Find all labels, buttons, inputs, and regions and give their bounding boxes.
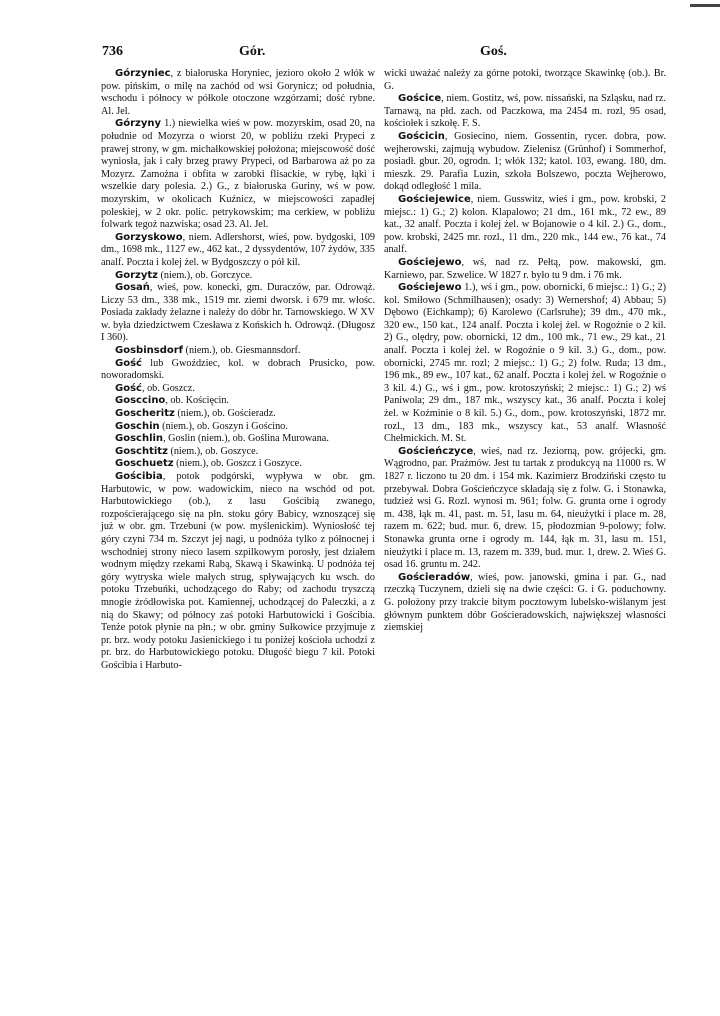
entry-headword: Goschuetz <box>115 458 174 470</box>
right-running-head: Goś. <box>480 44 507 59</box>
dictionary-entry <box>101 270 375 283</box>
entry-text: , wieś, pow. konecki, gm. Duraczów, par. Odrowąż. Liczy 53 dm., 338 mk., 1519 mr. ziemi dworsk. i 679 mr. włośc. Posiada zakłady żelazne i należy do dóbr hr. Tarnowskiego. W XV w. była dziedzictwem Czesława z Końskich h. Odrowąż. (Długosz I 360). <box>101 282 375 344</box>
dictionary-entry <box>384 282 666 446</box>
dictionary-entry <box>384 131 666 194</box>
entry-text: lub Gwoździec, kol. w dobrach Prusicko, pow. noworadomski. <box>101 357 375 382</box>
dictionary-entry <box>101 282 375 345</box>
entry-headword: Gorzyskowo <box>115 231 183 243</box>
dictionary-entry <box>101 358 375 383</box>
entry-headword: Górzyniec <box>115 68 171 79</box>
dictionary-entry <box>384 194 666 257</box>
dictionary-entry <box>101 471 375 673</box>
entry-text: , potok podgórski, wypływa w obr. gm. Harbutowic, w pow. wadowickim, nieco na wschód od pot. Harbutowickiego (ob.), z lasu Gościbią zwanego, rozpościerającego się na płn. stoku góry Babicy, wznoszącej się już w obr. gm. Trzebuni (w pow. myślenickim). Wyniosłość tej góry czyni 734 m. Szczyt jej nagi, u podnóża tylko z północnej i wschodniej strony nieco lasem szpilkowym porosły, jest działem wodnym między rzekami Rabą, Skawą i Skawinką. U podnóża tej góry wytryska wiele małych strug, spływających ku wsch. do potoku Trzebuńki, uchodzącego do Raby; od zachodu tryszczą mnogie źródłowiska pot. Kamiennej, uchodzącej do Paleczki, a z nią do Skawy; od północy zaś potoki Harbutowicki i Gościbia. Tenże potok płynie na płn.; w obr. gminy Sułkowice przyjmuje z pr. brz. wody potoku Jasienickiego i tu poniżej kościoła uchodzi z pr. brz. do Harbutowickiego potoku. Długość biegu 7 kil. Potoki Gościbia i Harbuto- <box>101 471 375 671</box>
entry-text: , ob. Kościęcin. <box>165 395 229 407</box>
dictionary-entry <box>101 458 375 471</box>
entry-headword: Górzyny <box>115 118 161 130</box>
dictionary-entry <box>384 572 666 635</box>
dictionary-entry <box>101 408 375 421</box>
entry-text: (niem.), ob. Gorczyce. <box>157 269 253 281</box>
dictionary-entry <box>101 446 375 459</box>
page-number: 736 <box>102 44 123 59</box>
page-header <box>102 44 670 64</box>
left-column <box>101 68 375 673</box>
scan-mark <box>690 4 720 7</box>
entry-headword: Gościejewo <box>398 256 462 268</box>
dictionary-entry <box>101 433 375 446</box>
dictionary-entry <box>384 93 666 131</box>
dictionary-entry <box>101 118 375 231</box>
entry-headword: Gościeńczyce <box>398 445 474 457</box>
right-column <box>384 68 666 635</box>
entry-text: , ob. Goszcz. <box>141 382 195 394</box>
dictionary-entry <box>101 395 375 408</box>
entry-text: 1.) niewielka wieś w pow. mozyrskim, osad 20, na południe od Mozyrza o wiorst 20, w pobliżu rzeki Prypeci z prawej strony, w gm. michałkowskiej położona; miejscowość dość wyniosła, jak i cały brzeg prawy Prypeci, od Barbarowa aż po za Mozyrz. Zamożna i obfita w zarobki flisackie, w rybę, łąki i wszelkie dary polesia. 2.) G., z białoruska Guriny, wś w pow. mozyrskim, w okolicach Kuźnicz, w miejscowości zapadłej poleskiej, w 2 okr. polic. petrykowskim; ma cerkiew, w pobliżu folwark tegoż nazwiska; osad 23. Al. Jel. <box>101 118 375 231</box>
entry-headword: Gosccino <box>115 395 166 407</box>
dictionary-entry <box>101 68 375 118</box>
entry-headword: Gość <box>115 357 142 369</box>
entry-headword: Gościce <box>398 93 442 105</box>
entry-text: (niem.), ob. Goszyce. <box>167 445 259 457</box>
entry-text: (niem.), ob. Gościeradz. <box>174 408 276 420</box>
dictionary-entry <box>384 446 666 572</box>
entry-text: (niem.), ob. Giesmannsdorf. <box>183 345 301 357</box>
dictionary-entry <box>101 345 375 358</box>
dictionary-entry <box>101 383 375 396</box>
entry-text: (niem.), ob. Goszyn i Gościno. <box>159 420 288 432</box>
dictionary-entry <box>101 421 375 434</box>
entry-text: , Goslin (niem.), ob. Goślina Murowana. <box>163 433 329 445</box>
entry-text: , wieś, nad rz. Jeziorną, pow. grójecki, gm. Wągrodno, par. Prażmów. Jest tu tartak z produkcyą na 11000 rs. W 1827 r. liczono tu 20 dm. i 154 mk. Kazimierz Brodziński często tu przebywał. Dobra Gościeńczyce składają się z folw. G. i Stonawka, tudzież wsi G. Rozl. wynosi m. 961; folw. G. grunta orne i ogrody m. 438, łąk m. 41, past. m. 51, lasu m. 64, nieużytki i place m. 28, razem m. 622; bud. mur. 6, drew. 15, płodozmian 9-polowy; folw. Stonawka grunta orne i ogrody m. 144, łąk m. 31, lasu m. 151, nieużytki i place m. 13, razem m. 339, bud. mur. 1, drew. 2. Wieś G. osad 16. gruntu m. 242. <box>384 445 666 571</box>
entry-headword: Gościcin <box>398 130 445 142</box>
entry-headword: Gosań <box>115 282 150 294</box>
entry-headword: Gościejewice <box>398 193 471 205</box>
left-running-head: Gór. <box>239 44 266 59</box>
entry-text: , niem. Adlershorst, wieś, pow. bydgoski, 109 dm., 1698 mk., 1127 ew., 462 kat., 2 dyssydentów, 107 żydów, 335 analf. Poczta i kolej żel. w Bydgoszczy o pół kil. <box>101 231 375 268</box>
entry-text: , Gosiecino, niem. Gossentin, rycer. dobra, pow. wejherowski, zajmują wybudow. Zielenisz (Grünhof) i Sommerhof, posiadł. gbur. 20, ogrodn. 1; włók 132; katol. 103, ewang. 180, dm. mieszk. 29. Parafia Luzin, szkoła Bolszewo, poczta Wejherowo, dokąd odległość 1 mila. <box>384 130 666 193</box>
entry-text: , z białoruska Horyniec, jezioro około 2 włók w pow. pińskim, o milę na zachód od wsi Gorynicz; od południa, wschodu i północy w półkole otoczone wzgórzami; dość rybne. Al. Jel. <box>101 68 375 117</box>
dictionary-entry <box>384 68 666 93</box>
entry-headword: Goschtitz <box>115 445 168 457</box>
entry-text: (niem.), ob. Goszcz i Goszyce. <box>173 458 302 470</box>
entry-text: , wś, nad rz. Pełtą, pow. makowski, gm. Karniewo, par. Szwelice. W 1827 r. było tu 9 dm. i 76 mk. <box>384 256 666 281</box>
entry-headword: Gościbia <box>115 471 163 482</box>
entry-text: wicki uważać należy za górne potoki, tworzące Skawinkę (ob.). Br. G. <box>384 68 666 92</box>
entry-headword: Gosbinsdorf <box>115 345 183 357</box>
entry-headword: Goschlin <box>115 433 164 445</box>
entry-headword: Gościeradów <box>398 571 471 583</box>
dictionary-entry <box>384 257 666 282</box>
entry-text: , niem. Gusswitz, wieś i gm., pow. krobski, 2 miejsc.: 1) G.; 2) kolon. Klapalowo; 21 dm., 161 mk., 72 ew., 89 kat., 32 analf. Poczta i kolej żel. w Bojanowie o 4 kil. 2.) G., dom., pow. krobski, 2425 mr. rozl., 11 dm., 220 mk., 144 ew., 76 kat., 74 analf. <box>384 193 666 256</box>
entry-text: , wieś, pow. janowski, gmina i par. G., nad rzeczką Tuczynem, dzieli się na dwie części: G. i G. poduchowny. G. położony przy trakcie bitym pocztowym lubelsko-wiślanym jest głównym punktem dóbr Gościeradowskich, największej własności ziemskiej <box>384 571 666 634</box>
entry-text: , niem. Gostitz, wś, pow. nissański, na Szląsku, nad rz. Tarnawą, na płd. zach. od Paczkowa, ma 2454 m. rozl, 95 osad, kościołek i szkołę. F. S. <box>384 93 666 130</box>
entry-headword: Goscheritz <box>115 408 175 420</box>
dictionary-entry <box>101 232 375 270</box>
entry-headword: Gorzytz <box>115 269 158 281</box>
entry-headword: Gościejewo <box>398 282 462 294</box>
entry-headword: Gość <box>115 382 142 394</box>
entry-headword: Goschin <box>115 420 160 432</box>
entry-text: 1.), wś i gm., pow. obornicki, 6 miejsc.: 1) G.; 2) kol. Smiłowo (Schmilhausen); osady: 3) Wernershof; 4) Abbau; 5) Dębowo (Eichkamp); 6) Karolewo (Carlsruhe); 39 dm., 470 mk., 320 ew., 150 kat., 124 analf. Poczta i kolej żel. w Rogoźnie o 2 kil. 2) G., olędry, pow. obornicki, 12 dm., 100 mk., 71 ew., 29 kat., 21 analf. Poczta i kolej żel. w Rogoźnie o 9 kil. 3.) G., dom., pow. obornicki, 2745 mr. rozl; 2 miejsc.: 1) G.; 2) folw. Ruda; 13 dm., 196 mk., 89 ew., 107 kat., 62 analf. Poczta i kolej żel. w Rogoźnie o 3 kil. 4.) G., wś i gm., pow. krotoszyński; 2 miejsc.: 1) G.; 2) wś Paniwola; 29 dm., 187 mk., wszyscy kat., 36 analf. Poczta i kolej żel. w Koźminie o 8 kil. 5.) G., dom., pow. krotoszyński, 1872 mr. rozl., 13 dm., 183 mk., wszyscy kat., 53 analf. Własność Chełmickich. M. St. <box>384 282 666 445</box>
